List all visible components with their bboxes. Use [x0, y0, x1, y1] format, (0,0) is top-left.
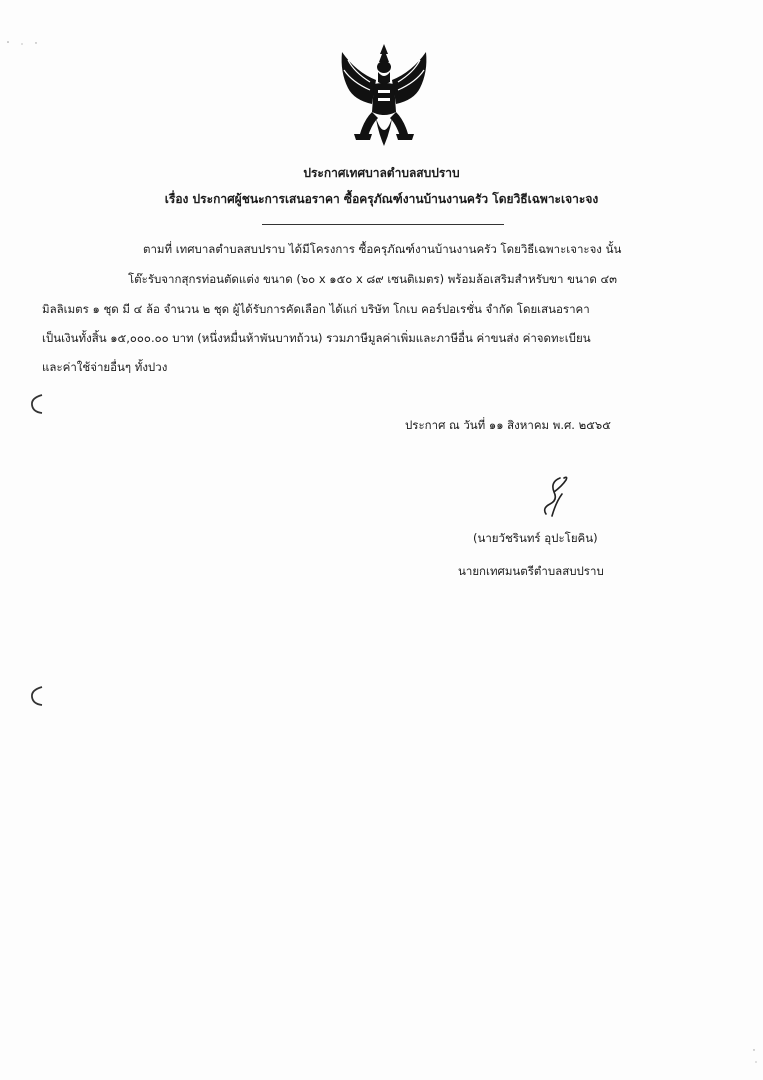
body-line: และค่าใช้จ่ายอื่นๆ ทั้งปวง [42, 360, 168, 374]
punch-hole-mark [28, 392, 46, 416]
announcement-date: ประกาศ ณ วันที่ ๑๑ สิงหาคม พ.ศ. ๒๕๖๕ [405, 418, 611, 432]
signer-position: นายกเทศมนตรีตำบลสบปราบ [458, 564, 604, 578]
signer-name: (นายวัชรินทร์ อุปะโยคิน) [473, 531, 598, 545]
body-line: โต๊ะรับจากสุกรท่อนตัดแต่ง ขนาด (๖๐ x ๑๕๐ x ๘๙ เซนติเมตร) พร้อมล้อเสริมสำหรับขา ขนาด ๔๓ [128, 272, 618, 286]
signature-mark [532, 472, 578, 518]
document-subject: เรื่อง ประกาศผู้ชนะการเสนอราคา ซื้อครุภัณฑ์งานบ้านงานครัว โดยวิธีเฉพาะเจาะจง [164, 192, 599, 206]
document-title: ประกาศเทศบาลตำบลสบปราบ [303, 166, 460, 180]
punch-hole-mark [28, 684, 46, 708]
body-line: เป็นเงินทั้งสิ้น ๑๕,๐๐๐.๐๐ บาท (หนึ่งหมื่นห้าพันบาทถ้วน) รวมภาษีมูลค่าเพิ่มและภาษีอื่น ค่าขนส่ง ค่าจดทะเบียน [42, 331, 591, 345]
body-line: ตามที่ เทศบาลตำบลสบปราบ ได้มีโครงการ ซื้อครุภัณฑ์งานบ้านงานครัว โดยวิธีเฉพาะเจาะจง นั้น [143, 242, 622, 256]
title-divider [262, 224, 504, 225]
body-line: มิลลิเมตร ๑ ชุด มี ๔ ล้อ จำนวน ๒ ชุด ผู้ได้รับการคัดเลือก ได้แก่ บริษัท โกเบ คอร์ปอเรชั่น จำกัด โดยเสนอราคา [42, 302, 590, 316]
garuda-emblem-icon [334, 42, 434, 150]
